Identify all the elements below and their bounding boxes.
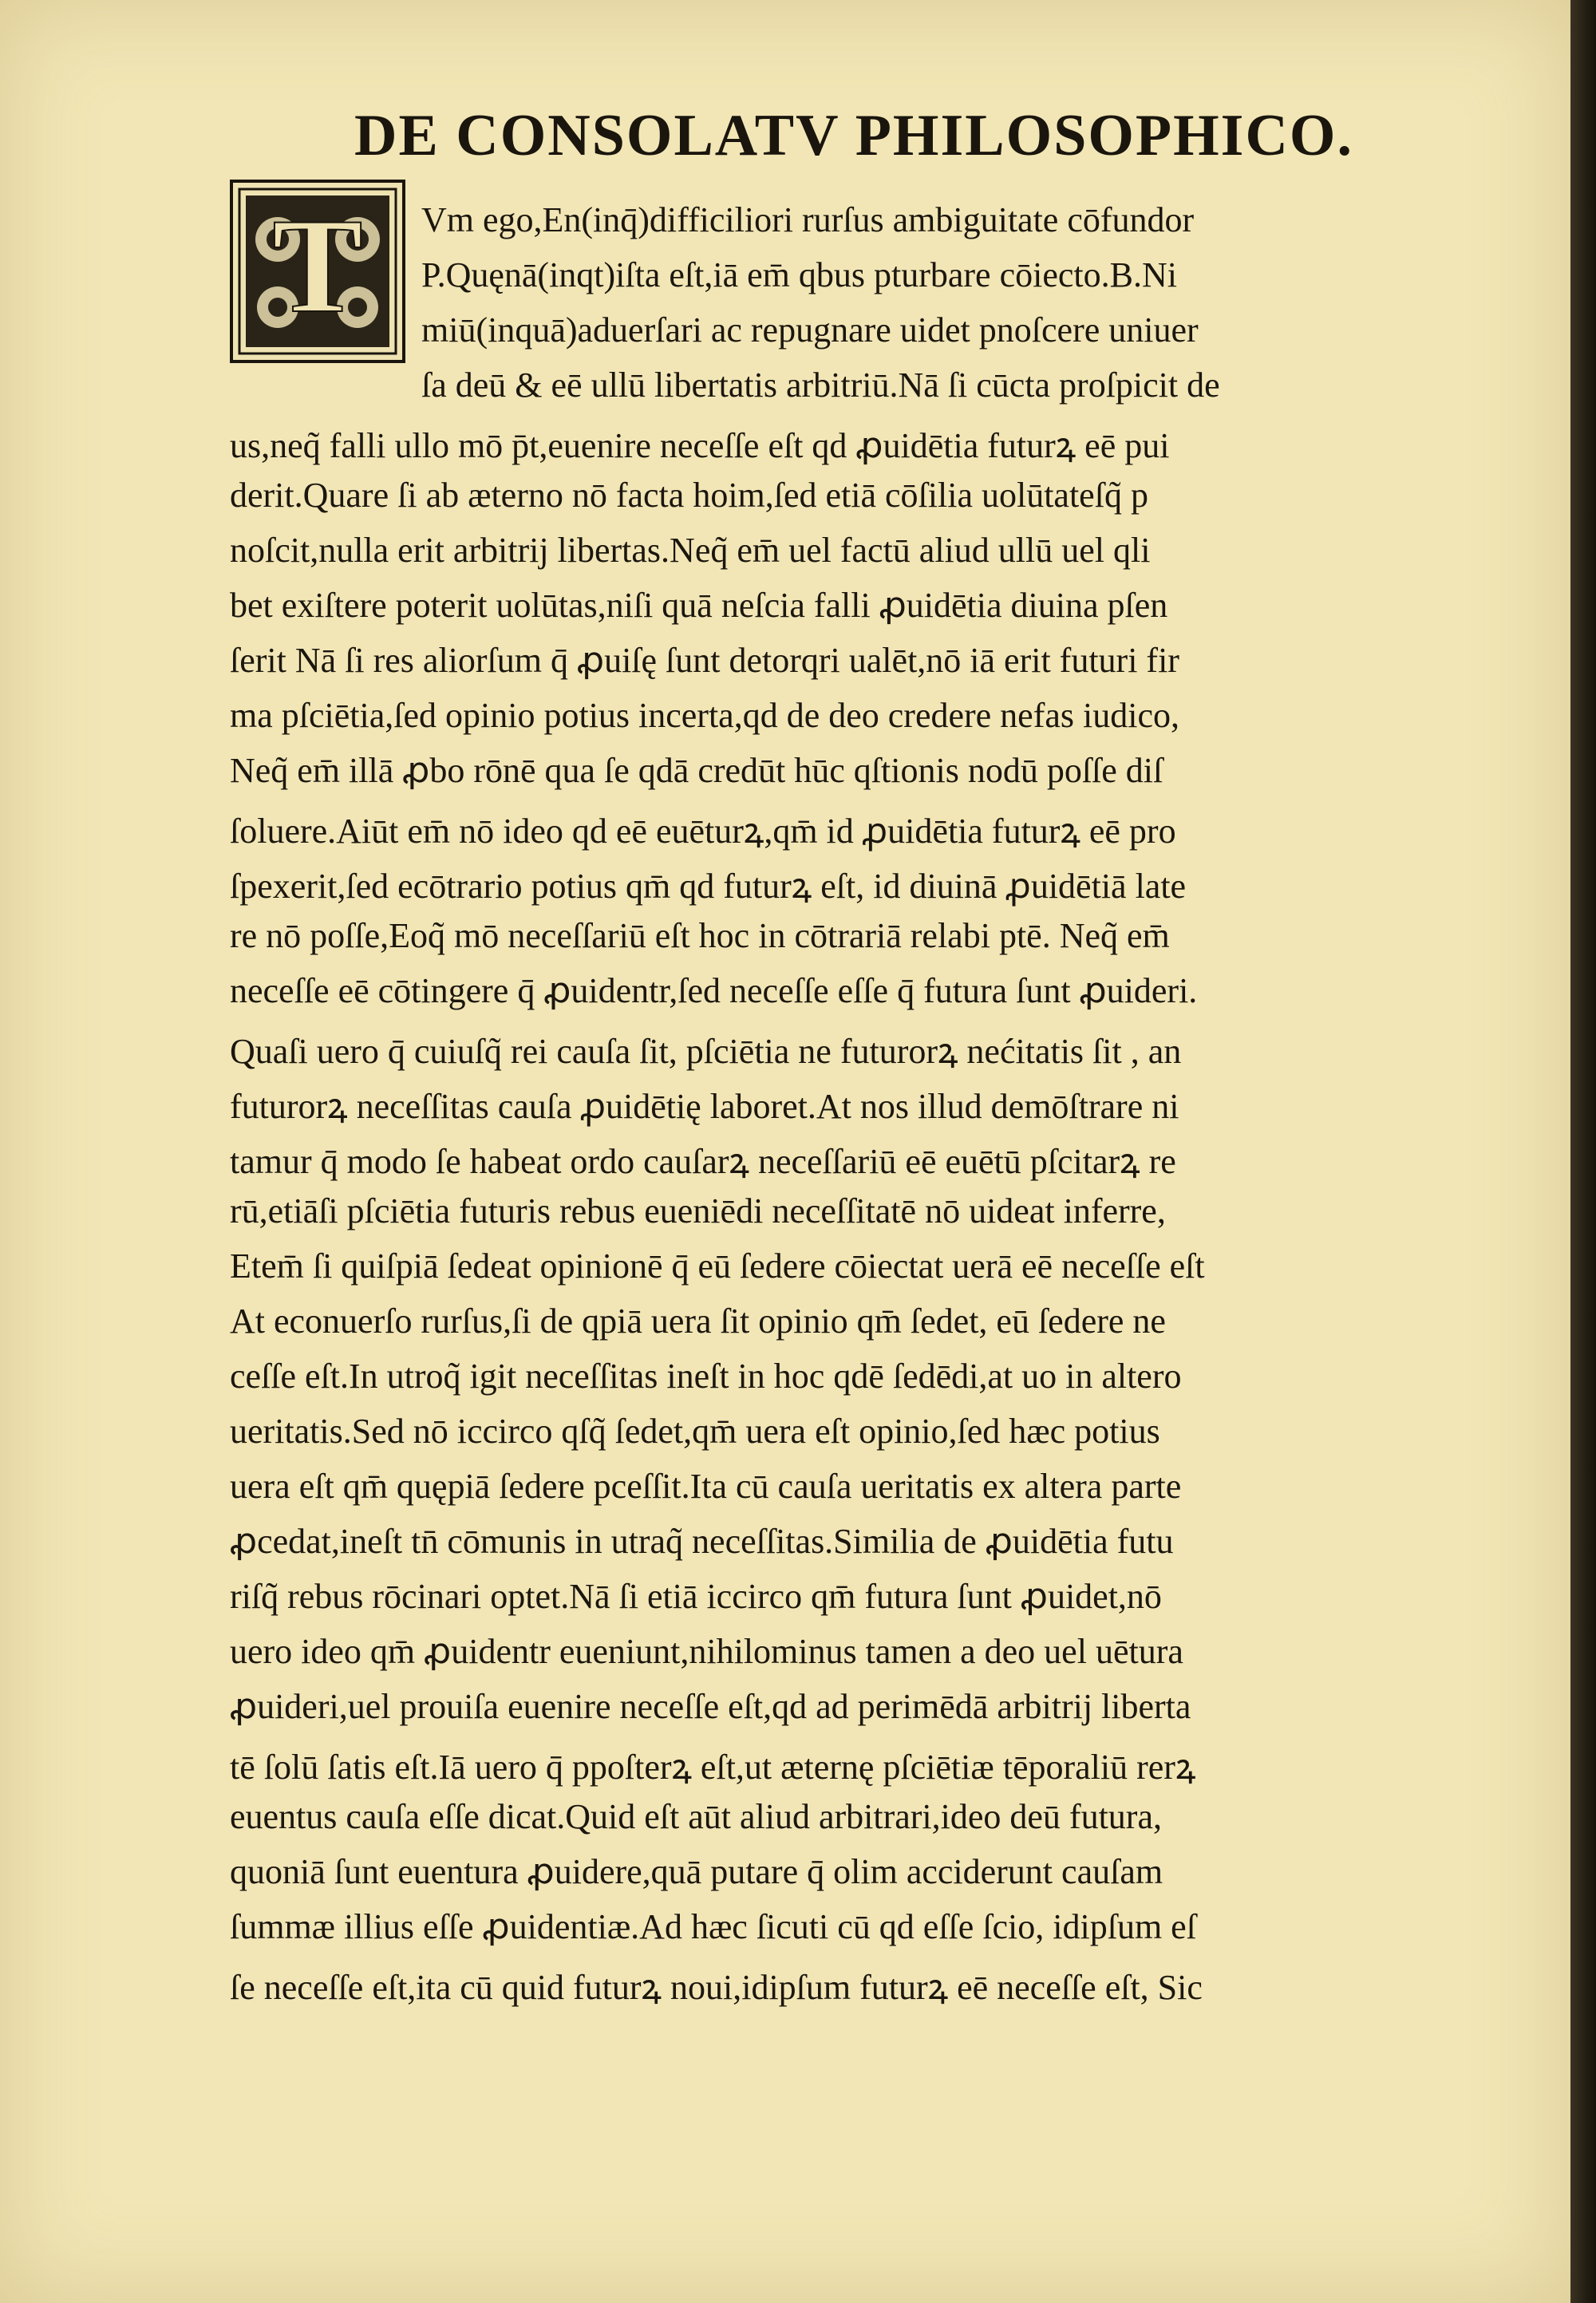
text-line: riſq̃ rebus rōcinari optet.Nā ſi etiā iccirco qm̄ futura ſunt ꝓuidet,nō <box>230 1577 1162 1616</box>
text-line: P.Quęnā(inqt)iſta eſt,iā em̄ qbus pturbare cōiecto.B.Ni <box>421 255 1177 294</box>
text-line: Etem̄ ſi quiſpiā ſedeat opinionē q̄ eū ſedere cōiectat uerā eē neceſſe eſt <box>230 1246 1205 1286</box>
text-line: tamur q̄ modo ſe habeat ordo cauſarꝝ neceſſariū eē euētū pſcitarꝝ re <box>230 1142 1176 1181</box>
text-line: ſpexerit,ſed ecōtrario potius qm̄ qd futurꝝ eſt, id diuinā ꝓuidētiā late <box>230 867 1187 906</box>
decorated-initial-letter <box>230 180 405 363</box>
running-header: DE CONSOLATV PHILOSOPHICO. <box>354 103 1353 168</box>
text-line: uero ideo qm̄ ꝓuidentr eueniunt,nihilominus tamen a deo uel uētura <box>230 1632 1183 1671</box>
text-line: uera eſt qm̄ quępiā ſedere pceſſit.Ita cū cauſa ueritatis ex altera parte <box>230 1467 1182 1506</box>
text-line: euentus cauſa eſſe dicat.Quid eſt aūt aliud arbitrari,ideo deū futura, <box>230 1797 1162 1836</box>
text-line: us,neq̃ falli ullo mō p̄t,euenire neceſſe eſt qd ꝓuidētia futurꝝ eē pui <box>230 426 1170 465</box>
text-line: futurorꝝ neceſſitas cauſa ꝓuidētię laboret.At nos illud demōſtrare ni <box>230 1087 1179 1126</box>
text-line: noſcit,nulla erit arbitrij libertas.Neq̃ em̄ uel factū aliud ullū uel qli <box>230 531 1151 570</box>
text-line: ſe neceſſe eſt,ita cū quid futurꝝ noui,idipſum futurꝝ eē neceſſe eſt, Sic <box>230 1968 1203 2007</box>
text-line: tē ſolū ſatis eſt.Iā uero q̄ ppoſterꝝ eſt,ut æternę pſciētiæ tēporaliū rerꝝ <box>230 1748 1196 1787</box>
text-line: ꝓuideri,uel prouiſa euenire neceſſe eſt,qd ad perimēdā arbitrij liberta <box>230 1687 1191 1726</box>
text-line: ſoluere.Aiūt em̄ nō ideo qd eē euēturꝝ,qm̄ id ꝓuidētia futurꝝ eē pro <box>230 812 1176 851</box>
text-line: quoniā ſunt euentura ꝓuidere,quā putare q̄ olim acciderunt cauſam <box>230 1852 1163 1891</box>
text-line: rū,etiāſi pſciētia futuris rebus eueniēdi neceſſitatē nō uideat inferre, <box>230 1191 1166 1231</box>
text-line: derit.Quare ſi ab æterno nō facta hoim,ſed etiā cōſilia uolūtateſq̃ p <box>230 476 1148 515</box>
text-line: ma pſciētia,ſed opinio potius incerta,qd de deo credere nefas iudico, <box>230 696 1179 735</box>
text-line: Neq̃ em̄ illā ꝓbo rōnē qua ſe qdā credūt hūc qſtionis nodū poſſe diſ <box>230 751 1163 790</box>
text-line: ſa deū & eē ullū libertatis arbitriū.Nā ſi cūcta proſpicit de <box>421 365 1220 405</box>
text-line: ſerit Nā ſi res aliorſum q̄ ꝓuiſę ſunt detorqri ualēt,nō iā erit futuri fir <box>230 641 1179 680</box>
text-line: ſummæ illius eſſe ꝓuidentiæ.Ad hæc ſicuti cū qd eſſe ſcio, idipſum eſ <box>230 1907 1196 1946</box>
text-line: Vm ego,En(inq̄)difficiliori rurſus ambiguitate cōfundor <box>421 200 1195 239</box>
text-line: re nō poſſe,Eoq̃ mō neceſſariū eſt hoc in cōtrariā relabi ptē. Neq̃ em̄ <box>230 916 1170 955</box>
book-gutter-edge <box>1570 0 1596 2303</box>
text-line: neceſſe eē cōtingere q̄ ꝓuidentr,ſed neceſſe eſſe q̄ futura ſunt ꝓuideri. <box>230 971 1198 1010</box>
text-line: miū(inquā)aduerſari ac repugnare uidet pnoſcere uniuer <box>421 310 1199 350</box>
text-line: bet exiſtere poterit uolūtas,niſi quā neſcia falli ꝓuidētia diuina pſen <box>230 586 1168 625</box>
text-line: ueritatis.Sed nō iccirco qſq̃ ſedet,qm̄ uera eſt opinio,ſed hæc potius <box>230 1412 1160 1451</box>
text-line: Quaſi uero q̄ cuiuſq̃ rei cauſa ſit, pſciētia ne futurorꝝ nećitatis ſit , an <box>230 1032 1182 1071</box>
text-line: ceſſe eſt.In utroq̃ igit neceſſitas ineſt in hoc qdē ſedēdi,at uo in altero <box>230 1357 1182 1396</box>
initial-letter-glyph: T <box>272 191 363 341</box>
text-line: At econuerſo rurſus,ſi de qpiā uera ſit opinio qm̄ ſedet, eū ſedere ne <box>230 1302 1166 1341</box>
text-line: ꝓcedat,ineſt tn̄ cōmunis in utraq̃ neceſſitas.Similia de ꝓuidētia futu <box>230 1522 1174 1561</box>
